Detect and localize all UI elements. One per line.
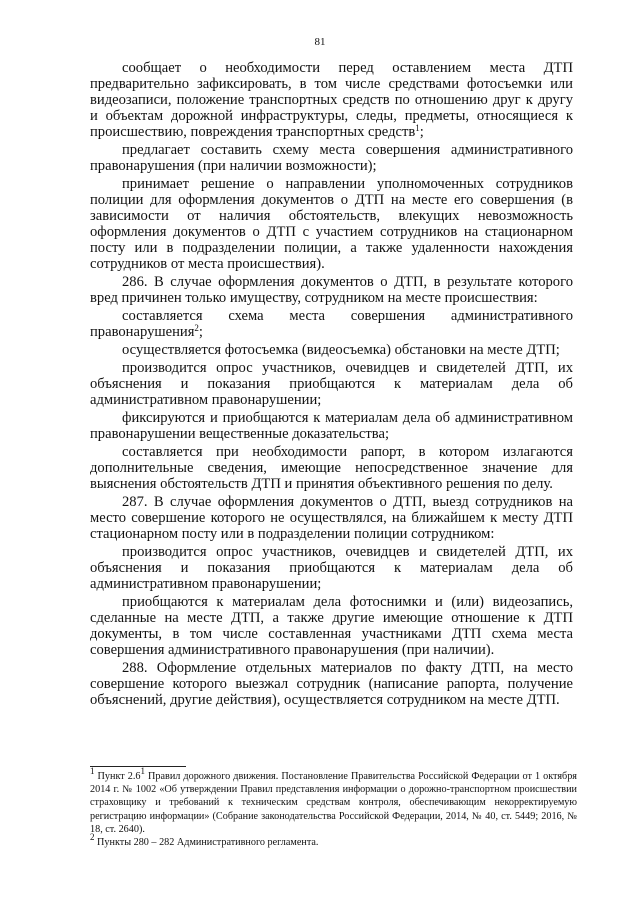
footnote-sup: 1 (140, 766, 145, 776)
paragraph: предлагает составить схему места совершения административного правонарушения (при наличии возможности); (90, 142, 573, 174)
paragraph-text: составляется схема места совершения административного правонарушения (90, 308, 573, 340)
paragraph-item-287: 287. В случае оформления документов о ДТП, выезд сотрудников на место совершение которого не осуществлялся, на ближайшем к месту ДТП стационарном посту или в подразделении полиции сотрудником: (90, 494, 573, 542)
footnote-marker: 2 (90, 832, 95, 843)
footnote-ref: 2 (194, 323, 199, 333)
paragraph-item-286: 286. В случае оформления документов о ДТП, в результате которого вред причинен только имуществу, сотрудником на месте происшествия: (90, 274, 573, 306)
paragraph-end: ; (419, 124, 424, 140)
footnote-divider (90, 766, 186, 767)
paragraph: производится опрос участников, очевидцев и свидетелей ДТП, их объяснения и показания приобщаются к материалам дела об административном правонарушении; (90, 544, 573, 592)
body-text (90, 60, 573, 708)
footnote-text: Правил дорожного движения. Постановление Правительства Российской Федерации от 1 октября 2014 г. № 1002 «Об утверждении Правил представления информации о дорожно-транспортном происшествии страховщику и требований к техническим средствам контроля, обеспечивающим некорректируемую регистрацию информации» (Собрание законодательства Российской Федерации, 2014, № 40, ст. 5449; 2016, № 18, ст. 2640). (90, 771, 577, 835)
paragraph-end: ; (198, 324, 203, 340)
paragraph (90, 60, 573, 140)
paragraph: составляется при необходимости рапорт, в котором излагаются дополнительные сведения, имеющие непосредственное значение для выяснения обстоятельств ДТП и принятия объективного решения по делу. (90, 444, 573, 492)
paragraph-item-288: 288. Оформление отдельных материалов по факту ДТП, на место совершение которого выезжал сотрудник (написание рапорта, получение объяснений, другие действия), осуществляется сотрудником на месте ДТП. (90, 660, 573, 708)
paragraph: приобщаются к материалам дела фотоснимки и (или) видеозапись, сделанные на месте ДТП, а также другие имеющие отношение к ДТП документы, в том числе составленная участниками ДТП схема места совершения административного правонарушения (при наличии). (90, 594, 573, 658)
paragraph-text: сообщает о необходимости перед оставлением места ДТП предварительно зафиксировать, в том числе средствами фотосъемки или видеозаписи, положение транспортных средств по отношению друг к другу и объектам дорожной инфраструктуры, следы, предметы, относящиеся к происшествию, повреждения транспортных средств (90, 60, 573, 140)
paragraph: производится опрос участников, очевидцев и свидетелей ДТП, их объяснения и показания приобщаются к материалам дела об административном правонарушении; (90, 360, 573, 408)
footnote-text: Пункт 2.6 (94, 771, 141, 782)
paragraph (90, 308, 573, 340)
footnote-marker: 1 (90, 766, 95, 776)
paragraph: фиксируются и приобщаются к материалам дела об административном правонарушении вещественные доказательства; (90, 410, 573, 442)
footnote-2 (90, 832, 577, 849)
paragraph: осуществляется фотосъемка (видеосъемка) обстановки на месте ДТП; (122, 342, 560, 358)
page-number: 81 (314, 36, 326, 48)
footnote-ref: 1 (415, 123, 420, 133)
footnote-text: Пункты 280 – 282 Административного регламента. (94, 837, 319, 849)
footnote-1 (90, 766, 577, 836)
paragraph: принимает решение о направлении уполномоченных сотрудников полиции для оформления документов о ДТП на месте его совершения (в зависимости от наличия обстоятельств, влекущих невозможность оформления документов о ДТП с участием сотрудников на стационарном посту или в подразделении полиции, а также удаленности нахождения сотрудников от места происшествия). (90, 176, 573, 272)
footnotes (90, 766, 577, 849)
